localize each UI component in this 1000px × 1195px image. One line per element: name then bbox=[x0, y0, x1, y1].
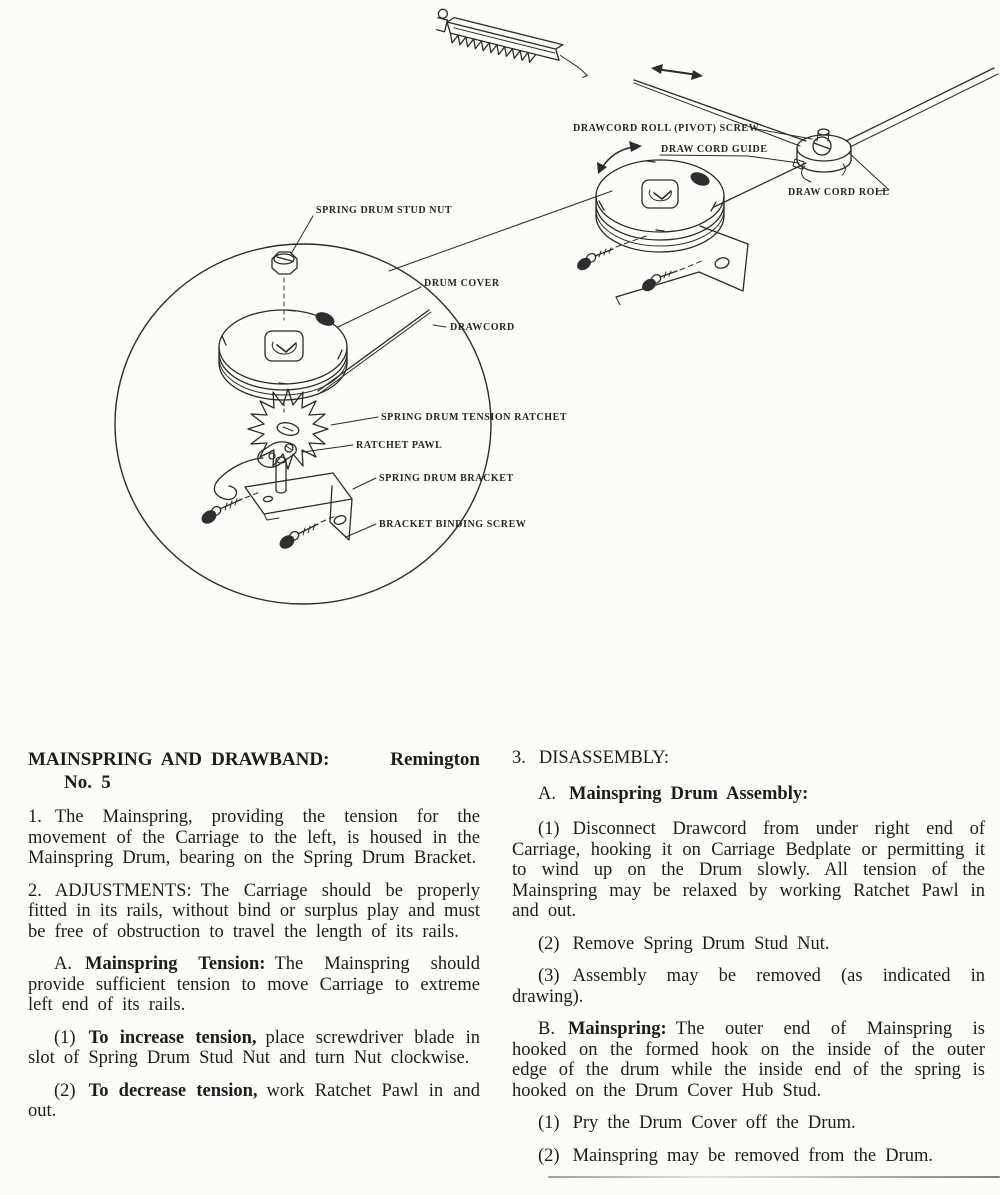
paragraph-number: (1) bbox=[538, 819, 560, 839]
paragraph-a2 bbox=[512, 934, 985, 955]
callout-spring-drum-bracket: SPRING DRUM BRACKET bbox=[379, 473, 514, 484]
paragraph-lead: Mainspring Tension: bbox=[85, 954, 266, 974]
paragraph-a1 bbox=[512, 819, 985, 922]
callout-drawcord: DRAWCORD bbox=[450, 322, 515, 333]
left-column bbox=[28, 748, 480, 1134]
paragraph-a3 bbox=[512, 966, 985, 1007]
paragraph-number: B. bbox=[538, 1019, 555, 1039]
paragraph-1 bbox=[28, 807, 480, 869]
spring-drum-assembly bbox=[575, 160, 748, 305]
paragraph-lead: To decrease tension, bbox=[88, 1080, 258, 1101]
paragraph-text: Pry the Drum Cover off the Drum. bbox=[572, 1113, 856, 1133]
paragraph-number: (1) bbox=[538, 1113, 560, 1133]
paragraph-number: (3) bbox=[538, 966, 560, 986]
paragraph-text: Remove Spring Drum Stud Nut. bbox=[572, 933, 830, 954]
paragraph-number: 3. bbox=[512, 748, 526, 768]
paragraph-text: work Ratchet Pawl in and out. bbox=[28, 1080, 481, 1121]
drum-bracket bbox=[214, 457, 352, 540]
right-column bbox=[512, 748, 985, 1178]
paragraph-number: A. bbox=[538, 783, 556, 804]
paragraph-3-heading bbox=[512, 748, 985, 769]
paragraph-number: (2) bbox=[538, 1145, 560, 1166]
scan-edge-artifact bbox=[548, 1176, 1000, 1178]
paragraph-text: Mainspring may be removed from the Drum. bbox=[572, 1145, 934, 1166]
magnifier-circle bbox=[115, 244, 491, 604]
motion-arrow bbox=[651, 64, 703, 80]
carriage-rack bbox=[432, 8, 595, 78]
paragraph-lead: Mainspring Drum Assembly: bbox=[569, 783, 809, 804]
paragraph-number: 1. bbox=[28, 807, 42, 827]
heading-part1: MAINSPRING AND DRAWBAND: bbox=[28, 749, 330, 770]
callout-drawcord-roll-pivot-screw: DRAWCORD ROLL (PIVOT) SCREW bbox=[573, 123, 760, 134]
callout-spring-drum-tension-ratchet: SPRING DRUM TENSION RATCHET bbox=[381, 412, 568, 423]
paragraph-text: The Mainspring should provide sufficient tension to move Carriage to extreme left end of its rails. bbox=[28, 954, 480, 1015]
paragraph-number: (1) bbox=[54, 1027, 76, 1048]
paragraph-a1 bbox=[28, 1028, 480, 1069]
paragraph-number: (2) bbox=[538, 933, 560, 954]
paragraph-number: A. bbox=[54, 954, 72, 974]
callout-draw-cord-guide: DRAW CORD GUIDE bbox=[661, 144, 768, 155]
paragraph-a bbox=[28, 954, 480, 1016]
paragraph-text: place screwdriver blade in slot of Spring Drum Stud Nut and turn Nut clockwise. bbox=[28, 1027, 480, 1068]
paragraph-a2 bbox=[28, 1081, 480, 1122]
paragraph-2 bbox=[28, 881, 480, 943]
section-heading bbox=[28, 748, 480, 794]
paragraph-lead: DISASSEMBLY: bbox=[538, 748, 669, 768]
paragraph-b1 bbox=[512, 1113, 985, 1134]
callout-spring-drum-stud-nut: SPRING DRUM STUD NUT bbox=[316, 205, 453, 216]
rotation-arrow bbox=[597, 141, 642, 174]
paragraph-text: The outer end of Mainspring is hooked on the formed hook on the inside of the outer edge of the drum while the inside end of the spring is hooked on the Drum Cover Hub Stud. bbox=[512, 1019, 985, 1101]
paragraph-number: (2) bbox=[54, 1080, 76, 1101]
paragraph-b bbox=[512, 1019, 985, 1101]
paragraph-lead: ADJUSTMENTS: bbox=[54, 880, 192, 901]
paragraph-text: Assembly may be removed (as indicated in drawing). bbox=[512, 966, 985, 1007]
paragraph-text: The Mainspring, providing the tension for the movement of the Carriage to the left, is housed in the Mainspring Drum, bearing on the Spring Drum Bracket. bbox=[28, 807, 480, 868]
paragraph-number: 2. bbox=[28, 880, 42, 901]
paragraph-lead: To increase tension, bbox=[88, 1027, 257, 1048]
paragraph-lead: Mainspring: bbox=[567, 1019, 667, 1039]
callout-connector bbox=[389, 191, 612, 271]
drawcord-line bbox=[714, 163, 806, 207]
callout-ratchet-pawl: RATCHET PAWL bbox=[356, 440, 443, 451]
stud-nut bbox=[272, 252, 297, 274]
heading-line2: No. 5 bbox=[64, 772, 111, 793]
paragraph-text: Disconnect Drawcord from under right end of Carriage, hooking it on Carriage Bedplate or permitting it to wind up on the Drum slowly. All tension of the Mainspring may be relaxed by working Ratchet Pawl in and out. bbox=[512, 819, 985, 921]
callout-bracket-binding-screw: BRACKET BINDING SCREW bbox=[379, 519, 527, 530]
callout-draw-cord-roll: DRAW CORD ROLL bbox=[788, 187, 890, 198]
callout-drum-cover: DRUM COVER bbox=[424, 278, 500, 289]
heading-line1 bbox=[28, 748, 480, 771]
paragraph-a-heading bbox=[512, 784, 985, 805]
heading-part2: Remington bbox=[390, 749, 480, 770]
paragraph-b2 bbox=[512, 1146, 985, 1167]
mainspring-drum bbox=[219, 309, 431, 400]
tension-ratchet bbox=[248, 389, 328, 469]
paragraph-text: The Carriage should be properly fitted in its rails, without bind or surplus play and must be free of obstruction to travel the length of its rails. bbox=[28, 880, 480, 942]
